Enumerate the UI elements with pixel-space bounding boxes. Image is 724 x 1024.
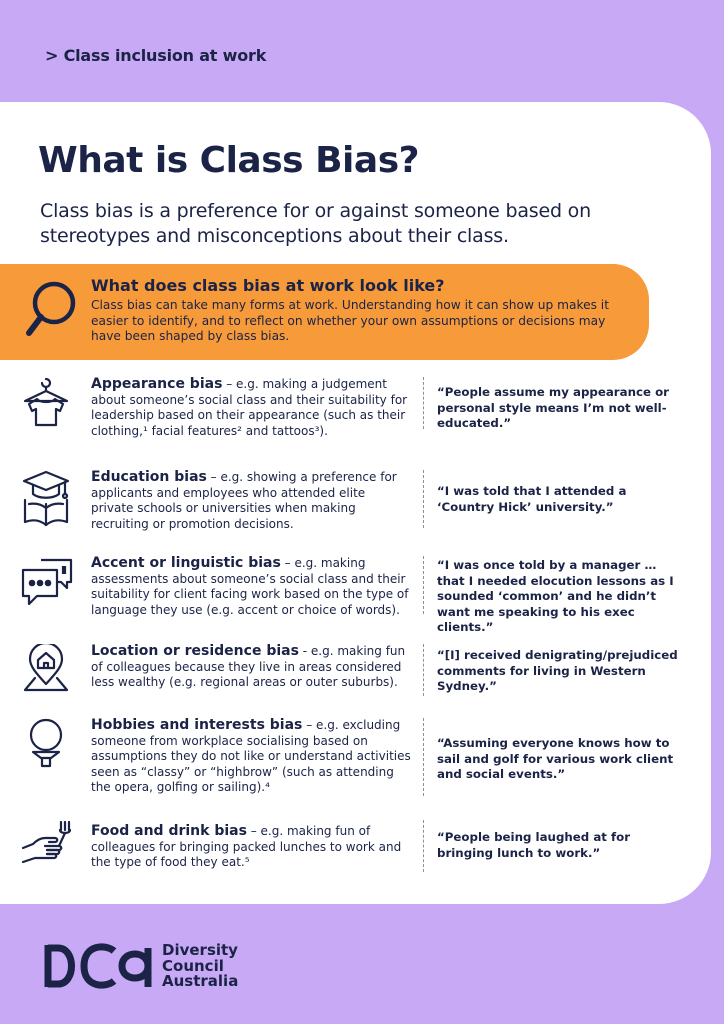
bias-description: Hobbies and interests bias – e.g. excluding someone from workplace socialising based on assumptions they do not like or understand activities seen as “classy” or “highbrow” (such as attending the opera, golfing or sailing).⁴: [91, 717, 411, 794]
divider: [423, 718, 424, 796]
organisation-name: Diversity Council Australia: [162, 941, 239, 990]
magnifier-icon: [25, 280, 77, 338]
breadcrumb: > Class inclusion at work: [45, 46, 267, 65]
callout-title: What does class bias at work look like?: [91, 276, 445, 295]
bias-quote: “People being laughed at for bringing lunch to work.”: [437, 830, 631, 860]
divider: [423, 644, 424, 696]
graduation-cap-book-icon: [21, 470, 71, 528]
divider: [423, 556, 424, 614]
bias-quote: “Assuming everyone knows how to sail and golf for various work client and social events.”: [437, 736, 674, 781]
shirt-hanger-icon: [21, 377, 71, 429]
page-title: What is Class Bias?: [38, 140, 419, 181]
hand-fork-icon: [21, 820, 77, 872]
divider: [423, 820, 424, 872]
bias-quote: “I was told that I attended a ‘Country Hick’ university.”: [437, 484, 627, 514]
speech-bubbles-icon: [21, 556, 75, 608]
bias-quote: “People assume my appearance or personal style means I’m not well-educated.”: [437, 385, 670, 430]
divider: [423, 470, 424, 528]
divider: [423, 377, 424, 429]
bias-description: Education bias – e.g. showing a preference for applicants and employees who attended elite private schools or universities when making recruiting or promotion decisions.: [91, 469, 397, 531]
bias-quote: “[I] received denigrating/prejudiced comments for living in Western Sydney.”: [437, 648, 678, 693]
home-location-pin-icon: [21, 644, 71, 696]
golf-ball-tee-icon: [21, 718, 71, 770]
callout-body: Class bias can take many forms at work. Understanding how it can show up makes it easier to identify, and to reflect on whether your own assumptions or decisions may have been shaped by class bias.: [91, 298, 609, 343]
bias-description: Appearance bias – e.g. making a judgement about someone’s social class and their suitability for leadership based on their appearance (such as their clothing,¹ facial features² and tattoos³).: [91, 376, 408, 438]
bias-quote: “I was once told by a manager … that I needed elocution lessons as I sounded ‘common’ and he didn’t want me speaking to his exec clients.”: [437, 558, 674, 634]
dca-logo: [44, 942, 154, 990]
bias-description: Location or residence bias - e.g. making fun of colleagues because they live in areas considered less wealthy (e.g. regional areas or outer suburbs).: [91, 643, 406, 689]
bias-description: Accent or linguistic bias – e.g. making assessments about someone’s social class and their suitability for client facing work based on the type of language they use (e.g. accent or choice of words).: [91, 555, 409, 617]
bias-description: Food and drink bias – e.g. making fun of colleagues for bringing packed lunches to work and the type of food they eat.⁵: [91, 823, 402, 869]
page-subtitle: Class bias is a preference for or against someone based on stereotypes and misconceptions about their class.: [40, 200, 591, 247]
